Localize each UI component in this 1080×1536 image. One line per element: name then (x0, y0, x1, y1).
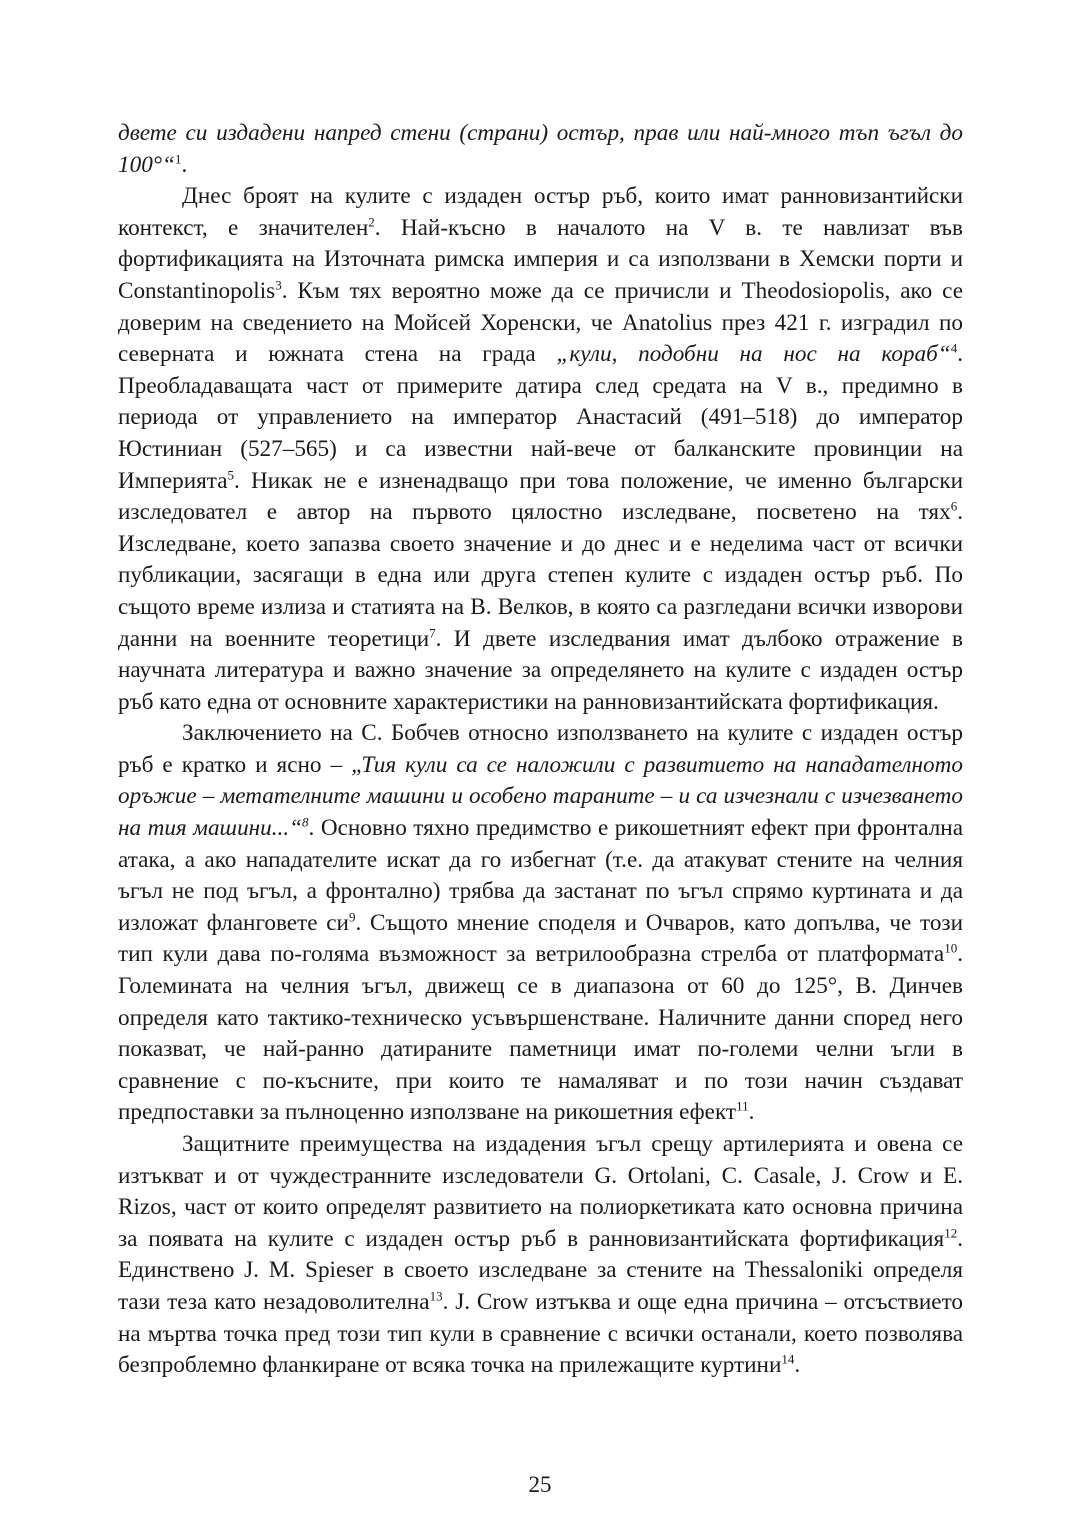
footnote-ref: 7 (429, 624, 436, 640)
text-run: . И двете изследвания имат дълбоко отражение в научната литература и важно значение за определянето на кулите с издаден остър ръб като една от основните характеристики на ранновизантийската фортификация. (118, 625, 963, 715)
text-run: . Преобладаващата част от примерите датира след средата на V в., предимно в периода от управлението на император Анастасий (491–518) до император Юстиниан (527–565) и са известни най-вече от балканските провинции на Империята (118, 341, 963, 494)
text-run: . (748, 1099, 755, 1126)
footnote-ref: 1 (174, 150, 182, 166)
text-run: . Големината на челния ъгъл, движещ се в диапазона от 60 до 125°, В. Динчев определя като тактико-техническо усъвършенстване. Наличните данни според него показват, че най-ранно датираните паметници имат по-големи челни ъгли в сравнение с по-късните, при които те намаляват и по този начин създават предпоставки за пълноценно използване на рикошетния ефект (118, 941, 963, 1126)
footnote-ref: 12 (944, 1225, 958, 1241)
page-number: 25 (528, 1472, 552, 1497)
footnote-ref: 6 (950, 498, 958, 514)
text-run: . Основно тяхно предимство е рикошетният ефект при фронтална атака, а ако нападателите искат да го избегнат (т.е. да атакуват стените на челния ъгъл не под ъгъл, а фронтално) трябва да застанат по ъгъл спрямо куртината и да изложат фланговете си (118, 815, 963, 936)
paragraph-foreign-researchers (118, 1129, 963, 1382)
paragraph-quote-continuation (118, 118, 963, 181)
text-run: . J. Crow изтъква и още една причина – отсъствието на мъртва точка пред този тип кули в сравнение с всички останали, което позволява безпроблемно фланкиране от всяка точка на прилежащите куртини (118, 1288, 964, 1379)
text-run: . Никак не е изненадващо при това положение, че именно български изследовател е автор на първото цялостно изследване, посветено на тях (118, 467, 963, 526)
text-run: . (794, 1352, 801, 1379)
footnote-ref: 3 (275, 277, 282, 293)
text-run: . (181, 151, 188, 178)
text-run: . Към тях вероятно може да се причисли и Theodosiopolis, ако се доверим на сведението на Мойсей Хоренски, че Anatolius през 421 г. изградил по северната и южната стена на града (118, 277, 963, 368)
text-run: . Изследване, което запазва своето значение и до днес и е неделима част от всички публикации, засягащи в една или друга степен кулите с издаден остър ръб. По същото време излиза и статията на В. Велков, в която са разгледани всички изворови данни на военните теоретици (118, 499, 963, 652)
footnote-ref: 5 (227, 466, 234, 482)
italic-quote: двете си издадени напред стени (страни) остър, прав или най-много тъп ъгъл до 100°“ (118, 120, 963, 178)
paragraph-bobchev-conclusion (118, 718, 963, 1129)
text-run: . Най-късно в началото на V в. те навлизат във фортификацията на Източната римска империя и са използвани в Хемски порти и Constantinopolis (118, 214, 963, 304)
italic-quote: „Тия кули са се наложили с развитието на нападателното оръжие – метателните машини и особено тараните – и са изчезнали с изчезването на тия машини...“ (118, 751, 963, 842)
footnote-ref: 8 (302, 814, 309, 830)
text-run: . Единствено J. M. Spieser в своето изследване за стените на Thessaloniki определя тази теза като незадоволителна (118, 1225, 963, 1315)
footnote-ref: 14 (781, 1351, 795, 1367)
text-run: Заключението на С. Бобчев относно използването на кулите с издаден остър ръб е кратко и ясно – (118, 720, 963, 778)
footnote-ref: 9 (348, 909, 356, 925)
italic-quote: „кули, подобни на нос на кораб“ (556, 341, 951, 368)
document-body (118, 118, 963, 1382)
text-run: . Същото мнение споделя и Очваров, като допълва, че този тип кули дава по-голяма възможност за ветрилообразна стрелба от платформата (118, 909, 963, 968)
footnote-ref: 10 (944, 940, 958, 956)
footnote-ref: 2 (368, 214, 375, 230)
text-run: Днес броят на кулите с издаден остър ръб, които имат ранновизантийски контекст, е значителен (118, 183, 963, 241)
text-run: Защитните преимущества на издадения ъгъл срещу артилерията и овена се изтъкват и от чуждестранните изследователи G. Ortolani, C. Casale, J. Crow и E. Rizos, част от които определят развитието на полиоркетиката като основна причина за появата на кулите с издаден остър ръб в ранновизантийската фортификация (118, 1131, 963, 1252)
footnote-ref: 13 (429, 1288, 443, 1304)
footnote-ref: 4 (950, 340, 958, 356)
footnote-ref: 11 (736, 1098, 749, 1114)
paragraph-tower-context (118, 181, 963, 718)
